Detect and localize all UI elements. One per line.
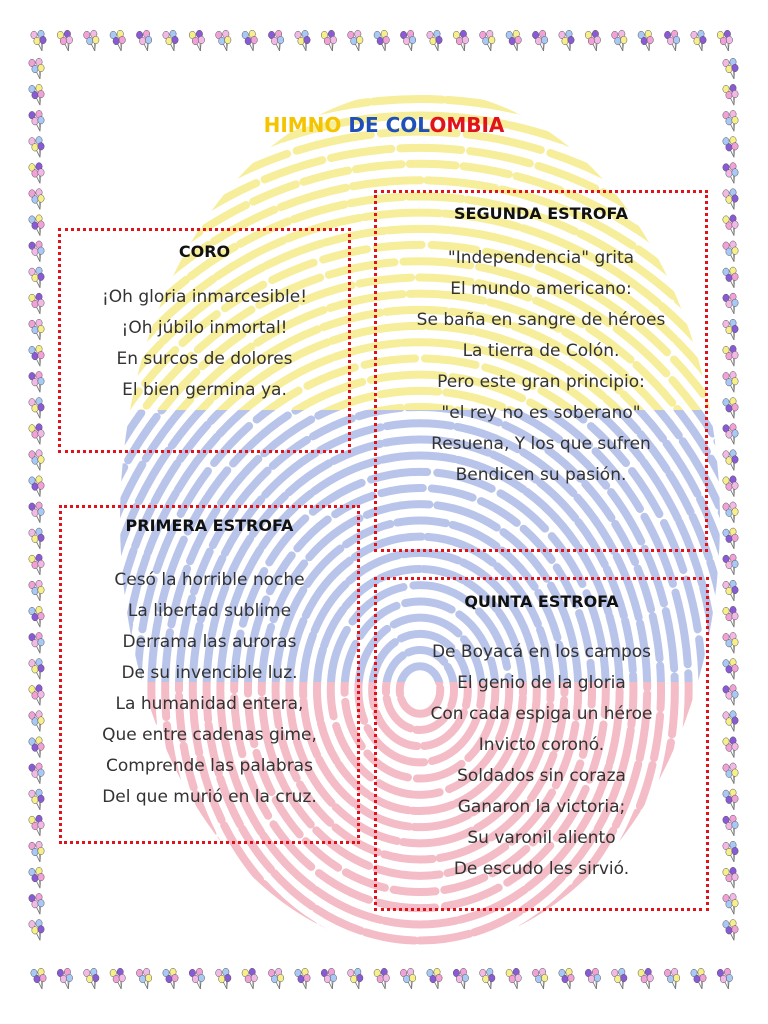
balloon-bunch-icon (427, 968, 442, 989)
balloon-bunch-icon (723, 554, 738, 575)
balloon-bunch-icon (29, 606, 44, 627)
verse-line: "el rey no es soberano" (441, 403, 641, 423)
balloon-bunch-icon (29, 293, 44, 314)
balloon-bunch-icon (427, 30, 442, 51)
balloon-bunch-icon (29, 267, 44, 288)
verse-line: "Independencia" grita (447, 248, 635, 268)
balloon-bunch-icon (163, 968, 178, 989)
balloon-bunch-icon (189, 30, 204, 51)
balloon-bunch-icon (585, 30, 600, 51)
balloon-bunch-icon (664, 30, 679, 51)
primera-estrofa-heading: PRIMERA ESTROFA (125, 516, 294, 535)
balloon-bunch-icon (29, 867, 44, 888)
balloon-bunch-icon (723, 789, 738, 810)
verse-line: Su varonil aliento (467, 828, 616, 848)
balloon-bunch-icon (295, 30, 310, 51)
balloon-bunch-icon (723, 215, 738, 236)
balloon-bunch-icon (29, 893, 44, 914)
balloon-bunch-icon (216, 30, 231, 51)
balloon-bunch-icon (29, 554, 44, 575)
verse-line: Pero este gran principio: (437, 372, 645, 392)
balloon-bunch-icon (723, 84, 738, 105)
balloon-bunch-icon (506, 30, 521, 51)
balloon-bunch-icon (57, 30, 72, 51)
balloon-bunch-icon (723, 580, 738, 601)
quinta-estrofa-lines (377, 637, 706, 885)
balloon-bunch-icon (29, 841, 44, 862)
balloon-bunch-icon (84, 968, 99, 989)
balloon-bunch-icon (348, 968, 363, 989)
page-title (0, 113, 768, 137)
balloon-bunch-icon (585, 968, 600, 989)
balloon-bunch-icon (638, 968, 653, 989)
balloon-bunch-icon (638, 30, 653, 51)
balloon-bunch-icon (374, 30, 389, 51)
verse-line: De su invencible luz. (121, 663, 298, 683)
balloon-bunch-icon (29, 711, 44, 732)
verse-line: Que entre cadenas gime, (102, 725, 317, 745)
primera-estrofa-lines (62, 565, 357, 813)
balloon-bunch-icon (453, 968, 468, 989)
balloon-bunch-icon (506, 968, 521, 989)
balloon-bunch-icon (723, 450, 738, 471)
balloon-bunch-icon (723, 476, 738, 497)
balloon-bunch-icon (480, 968, 495, 989)
balloon-bunch-icon (189, 968, 204, 989)
verse-line: Bendicen su pasión. (455, 465, 627, 485)
balloon-bunch-icon (31, 30, 46, 51)
coro-heading: CORO (178, 242, 231, 261)
verse-line: La libertad sublime (127, 601, 292, 621)
verse-line: Invicto coronó. (478, 735, 605, 755)
balloon-bunch-icon (723, 815, 738, 836)
balloon-bunch-icon (29, 319, 44, 340)
balloon-bunch-icon (723, 163, 738, 184)
balloon-bunch-icon (57, 968, 72, 989)
balloon-bunch-icon (717, 30, 732, 51)
balloon-bunch-icon (29, 398, 44, 419)
balloon-bunch-icon (29, 476, 44, 497)
verse-line: De Boyacá en los campos (431, 642, 652, 662)
balloon-bunch-icon (532, 968, 547, 989)
balloon-bunch-icon (29, 815, 44, 836)
primera-estrofa-box (59, 505, 360, 844)
balloon-bunch-icon (723, 920, 738, 941)
balloon-bunch-icon (136, 968, 151, 989)
balloon-bunch-icon (29, 737, 44, 758)
balloon-bunch-icon (29, 424, 44, 445)
quinta-estrofa-box (374, 577, 709, 911)
balloon-bunch-icon (110, 30, 125, 51)
balloon-bunch-icon (242, 968, 257, 989)
balloon-bunch-icon (723, 606, 738, 627)
quinta-estrofa-heading: QUINTA ESTROFA (464, 592, 619, 611)
balloon-bunch-icon (717, 968, 732, 989)
balloon-bunch-icon (691, 968, 706, 989)
coro-lines (61, 282, 348, 406)
balloon-bunch-icon (723, 398, 738, 419)
verse-line: Con cada espiga un héroe (430, 704, 653, 724)
balloon-bunch-icon (691, 30, 706, 51)
balloon-bunch-icon (453, 30, 468, 51)
balloon-bunch-icon (723, 867, 738, 888)
verse-line: El bien germina ya. (122, 380, 287, 400)
balloon-bunch-icon (163, 30, 178, 51)
balloon-bunch-icon (723, 893, 738, 914)
verse-line: ¡Oh júbilo inmortal! (121, 318, 288, 338)
coro-box (58, 228, 351, 453)
balloon-bunch-icon (29, 528, 44, 549)
balloon-bunch-icon (723, 189, 738, 210)
balloon-bunch-icon (612, 968, 627, 989)
balloon-bunch-icon (723, 711, 738, 732)
verse-line: Comprende las palabras (106, 756, 313, 776)
balloon-bunch-icon (723, 763, 738, 784)
balloon-bunch-icon (29, 920, 44, 941)
balloon-bunch-icon (29, 450, 44, 471)
title-part-col: COL (385, 113, 430, 137)
balloon-bunch-icon (723, 737, 738, 758)
balloon-bunch-icon (723, 58, 738, 79)
balloon-bunch-icon (664, 968, 679, 989)
verse-line: La tierra de Colón. (462, 341, 620, 361)
balloon-bunch-icon (321, 30, 336, 51)
verse-line: ¡Oh gloria inmarcesible! (101, 287, 308, 307)
balloon-bunch-icon (242, 30, 257, 51)
balloon-bunch-icon (31, 968, 46, 989)
verse-line: El mundo americano: (450, 279, 632, 299)
balloon-bunch-icon (29, 685, 44, 706)
balloon-bunch-icon (400, 968, 415, 989)
balloon-bunch-icon (110, 968, 125, 989)
balloon-bunch-icon (723, 267, 738, 288)
segunda-estrofa-box (374, 190, 708, 552)
segunda-estrofa-lines (377, 243, 705, 491)
balloon-bunch-icon (29, 763, 44, 784)
balloon-bunch-icon (723, 528, 738, 549)
balloon-bunch-icon (29, 789, 44, 810)
verse-line: Soldados sin coraza (457, 766, 626, 786)
verse-line: Derrama las auroras (122, 632, 297, 652)
balloon-bunch-icon (29, 371, 44, 392)
title-part-himno: HIMNO (263, 113, 349, 137)
balloon-bunch-icon (136, 30, 151, 51)
balloon-bunch-icon (559, 30, 574, 51)
balloon-bunch-icon (723, 841, 738, 862)
verse-line: Cesó la horrible noche (114, 570, 305, 590)
balloon-bunch-icon (400, 30, 415, 51)
verse-line: Resuena, Y los que sufren (431, 434, 651, 454)
balloon-bunch-icon (29, 632, 44, 653)
balloon-bunch-icon (723, 371, 738, 392)
balloon-bunch-icon (29, 137, 44, 158)
verse-line: La humanidad entera, (115, 694, 304, 714)
balloon-bunch-icon (268, 30, 283, 51)
balloon-bunch-icon (723, 345, 738, 366)
balloon-bunch-icon (29, 345, 44, 366)
balloon-bunch-icon (29, 189, 44, 210)
balloon-bunch-icon (29, 84, 44, 105)
balloon-bunch-icon (723, 632, 738, 653)
balloon-bunch-icon (723, 319, 738, 340)
verse-line: El genio de la gloria (457, 673, 626, 693)
balloon-bunch-icon (29, 241, 44, 262)
title-part-de: DE (348, 113, 386, 137)
balloon-bunch-icon (374, 968, 389, 989)
balloon-bunch-icon (723, 502, 738, 523)
verse-line: Ganaron la victoria; (457, 797, 626, 817)
balloon-bunch-icon (84, 30, 99, 51)
balloon-bunch-icon (723, 137, 738, 158)
balloon-bunch-icon (723, 685, 738, 706)
balloon-bunch-icon (612, 30, 627, 51)
balloon-bunch-icon (268, 968, 283, 989)
balloon-bunch-icon (348, 30, 363, 51)
title-part-ombia: OMBIA (429, 113, 505, 137)
verse-line: En surcos de dolores (116, 349, 293, 369)
balloon-bunch-icon (216, 968, 231, 989)
balloon-bunch-icon (29, 502, 44, 523)
balloon-bunch-icon (723, 659, 738, 680)
balloon-bunch-icon (532, 30, 547, 51)
balloon-bunch-icon (321, 968, 336, 989)
balloon-bunch-icon (559, 968, 574, 989)
balloon-bunch-icon (29, 215, 44, 236)
balloon-bunch-icon (723, 293, 738, 314)
balloon-bunch-icon (29, 163, 44, 184)
verse-line: De escudo les sirvió. (453, 859, 630, 879)
verse-line: Del que murió en la cruz. (102, 787, 317, 807)
balloon-bunch-icon (295, 968, 310, 989)
balloon-bunch-icon (723, 424, 738, 445)
balloon-bunch-icon (723, 241, 738, 262)
balloon-bunch-icon (29, 58, 44, 79)
segunda-estrofa-heading: SEGUNDA ESTROFA (454, 204, 628, 223)
verse-line: Se baña en sangre de héroes (416, 310, 666, 330)
balloon-bunch-icon (29, 580, 44, 601)
balloon-bunch-icon (29, 659, 44, 680)
balloon-bunch-icon (480, 30, 495, 51)
